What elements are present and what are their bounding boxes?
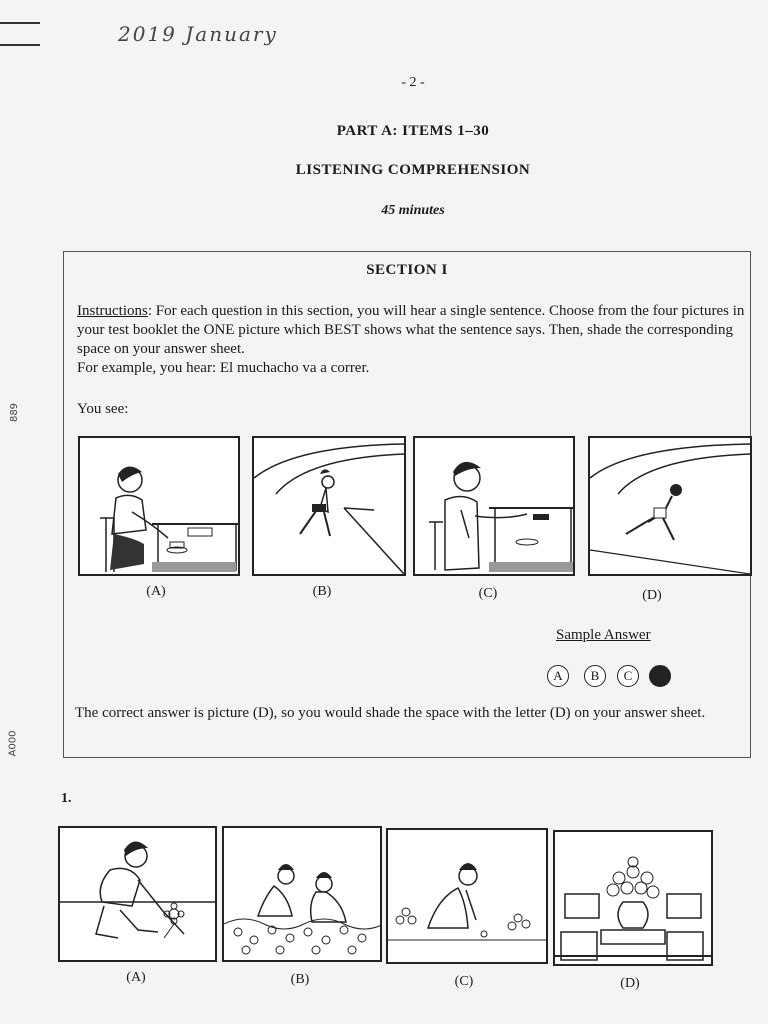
- handwritten-date: 2019 January: [118, 22, 278, 46]
- instructions: [77, 302, 747, 378]
- question-1-picture-a: [58, 826, 217, 962]
- sample-label-a: (A): [146, 584, 166, 599]
- question-1-picture-d: [553, 830, 713, 966]
- scan-mark: [0, 44, 40, 46]
- page-number: - 2 -: [401, 75, 425, 90]
- part-title: PART A: ITEMS 1–30: [336, 123, 490, 139]
- you-see-label: You see:: [77, 401, 129, 417]
- margin-code: A000: [7, 730, 19, 757]
- question-1-label-a: (A): [126, 970, 146, 985]
- sample-picture-b: [252, 436, 406, 576]
- instructions-label: Instructions: [77, 303, 148, 319]
- question-1-label-c: (C): [454, 974, 474, 989]
- duration: 45 minutes: [381, 203, 445, 218]
- question-1-label-d: (D): [620, 976, 640, 991]
- bubble-a: A: [547, 665, 569, 687]
- bubble-b: B: [584, 665, 606, 687]
- sample-picture-a: [78, 436, 240, 576]
- sample-label-d: (D): [642, 588, 662, 603]
- question-1-label-b: (B): [290, 972, 310, 987]
- bubble-c: C: [617, 665, 639, 687]
- sample-answer-label: Sample Answer: [556, 627, 651, 643]
- sample-label-c: (C): [478, 586, 498, 601]
- bubble-d-filled: [649, 665, 671, 687]
- section-box: [63, 251, 751, 758]
- question-1-picture-c: [386, 828, 548, 964]
- subject-title: LISTENING COMPREHENSION: [295, 162, 531, 178]
- margin-code: 889: [9, 402, 21, 423]
- sample-picture-c: [413, 436, 575, 576]
- scan-mark: [0, 22, 40, 24]
- example-line: For example, you hear: El muchacho va a correr.: [77, 360, 370, 376]
- section-title: SECTION I: [366, 262, 448, 278]
- sample-picture-d: [588, 436, 752, 576]
- question-1-picture-b: [222, 826, 382, 962]
- instructions-text: : For each question in this section, you will hear a single sentence. Choose from the four pictures in your test booklet the ONE picture which BEST shows what the sentence says. Then, shade the corresponding space on your answer sheet.: [77, 303, 745, 357]
- answer-explanation: The correct answer is picture (D), so you would shade the space with the letter (D) on your answer sheet.: [75, 705, 706, 721]
- question-number: 1.: [61, 791, 72, 806]
- sample-label-b: (B): [312, 584, 332, 599]
